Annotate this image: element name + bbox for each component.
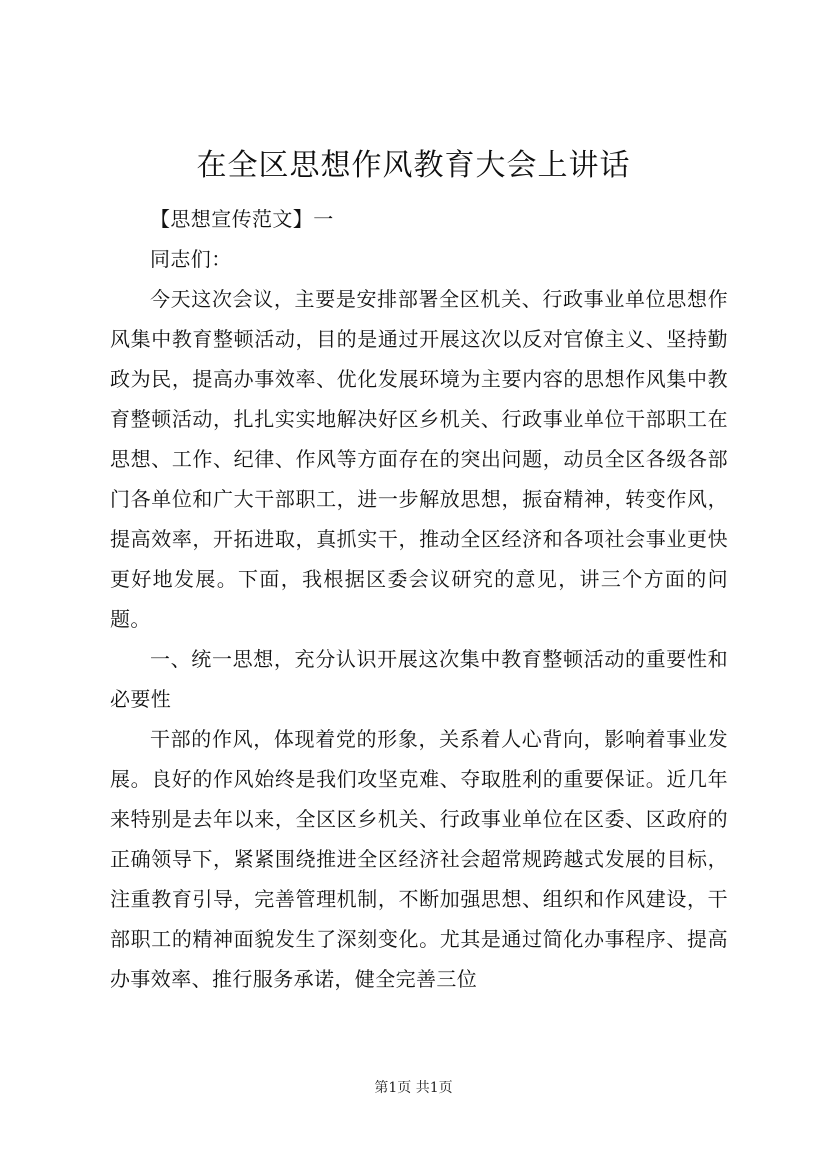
source-tag: 【思想宣传范文】一 <box>150 207 334 231</box>
salutation: 同志们： <box>150 247 232 271</box>
section-heading-1: 一、统一思想，充分认识开展这次集中教育整顿活动的重要性和必要性 <box>110 647 728 711</box>
document-body <box>110 199 728 999</box>
paragraph-section-1: 干部的作风，体现着党的形象，关系着人心背向，影响着事业发展。良好的作风始终是我们攻坚克难、夺取胜利的重要保证。近几年来特别是去年以来，全区区乡机关、行政事业单位在区委、区政府的正确领导下，紧紧围绕推进全区经济社会超常规跨越式发展的目标，注重教育引导，完善管理机制，不断加强思想、组织和作风建设，干部职工的精神面貌发生了深刻变化。尤其是通过简化办事程序、提高办事效率、推行服务承诺，健全完善三位 <box>110 727 728 991</box>
paragraph-intro: 今天这次会议，主要是安排部署全区机关、行政事业单位思想作风集中教育整顿活动，目的是通过开展这次以反对官僚主义、坚持勤政为民，提高办事效率、优化发展环境为主要内容的思想作风集中教育整顿活动，扎扎实实地解决好区乡机关、行政事业单位干部职工在思想、工作、纪律、作风等方面存在的突出问题，动员全区各级各部门各单位和广大干部职工，进一步解放思想，振奋精神，转变作风，提高效率，开拓进取，真抓实干，推动全区经济和各项社会事业更快更好地发展。下面，我根据区委会议研究的意见，讲三个方面的问题。 <box>110 287 728 631</box>
document-title: 在全区思想作风教育大会上讲话 <box>196 148 631 183</box>
page-footer: 第1页 共1页 <box>374 1080 453 1096</box>
